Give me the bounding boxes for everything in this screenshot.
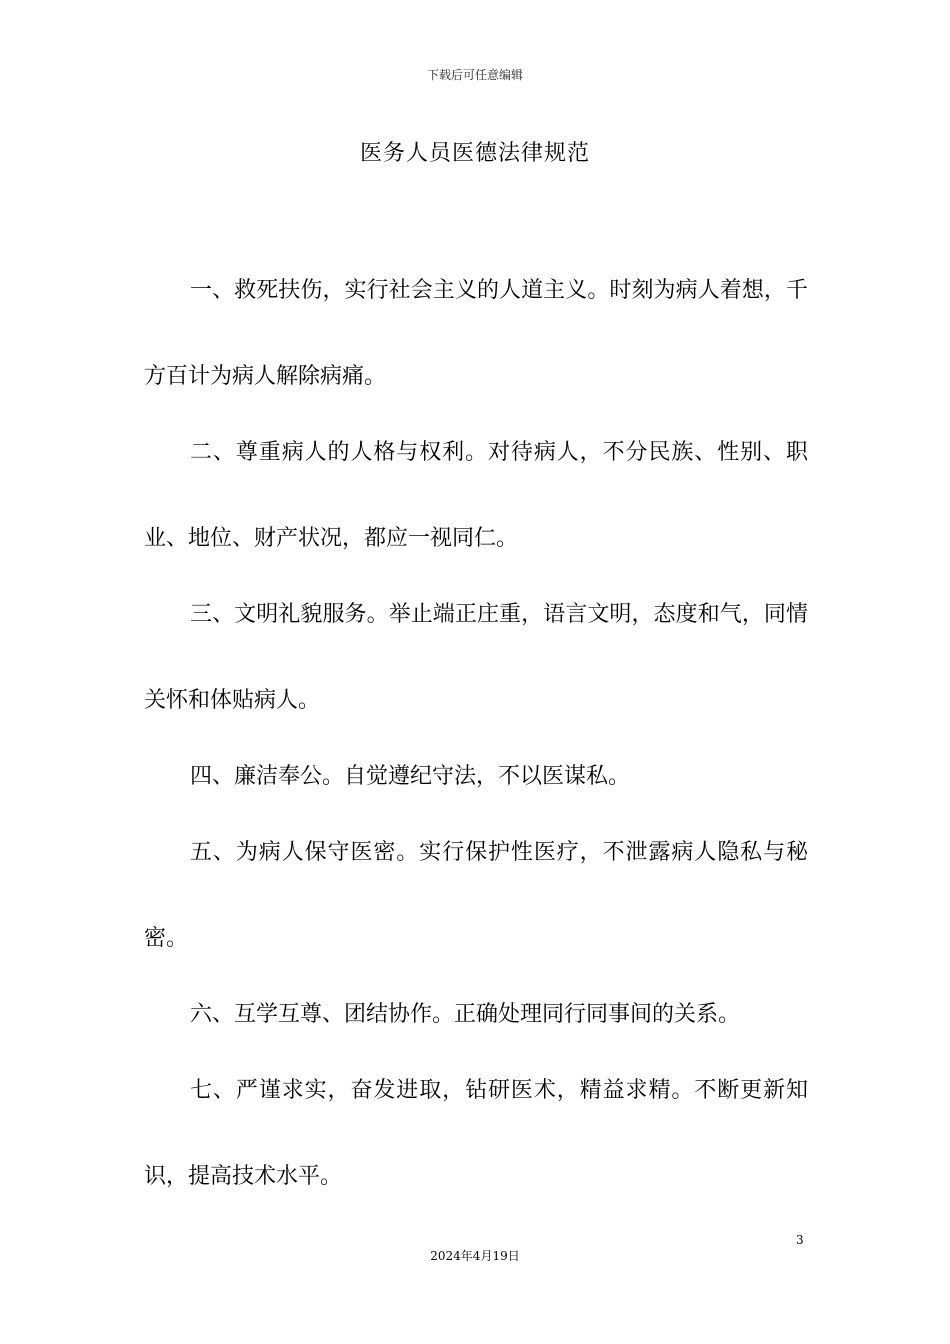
- paragraph-2: 二、尊重病人的人格与权利。对待病人，不分民族、性别、职业、地位、财产状况，都应一视同仁。: [144, 440, 808, 551]
- header-note: 下载后可任意编辑: [426, 68, 523, 82]
- paragraph-6: 六、互学互尊、团结协作。正确处理同行同事间的关系。: [190, 1002, 741, 1027]
- paragraph-7: 七、严谨求实，奋发进取，钻研医术，精益求精。不断更新知识，提高技术水平。: [144, 1078, 808, 1189]
- footer-date: 2024年4月19日: [430, 1249, 520, 1263]
- paragraph-4: 四、廉洁奉公。自觉遵纪守法，不以医谋私。: [190, 764, 631, 789]
- document-title: 医务人员医德法律规范: [359, 141, 590, 166]
- page-number: 3: [796, 1233, 804, 1247]
- paragraph-5: 五、为病人保守医密。实行保护性医疗，不泄露病人隐私与秘密。: [144, 840, 808, 951]
- paragraph-1: 一、救死扶伤，实行社会主义的人道主义。时刻为病人着想，千方百计为病人解除病痛。: [144, 278, 808, 389]
- paragraph-3: 三、文明礼貌服务。举止端正庄重，语言文明，态度和气，同情关怀和体贴病人。: [144, 602, 808, 713]
- document-body: [144, 248, 808, 1210]
